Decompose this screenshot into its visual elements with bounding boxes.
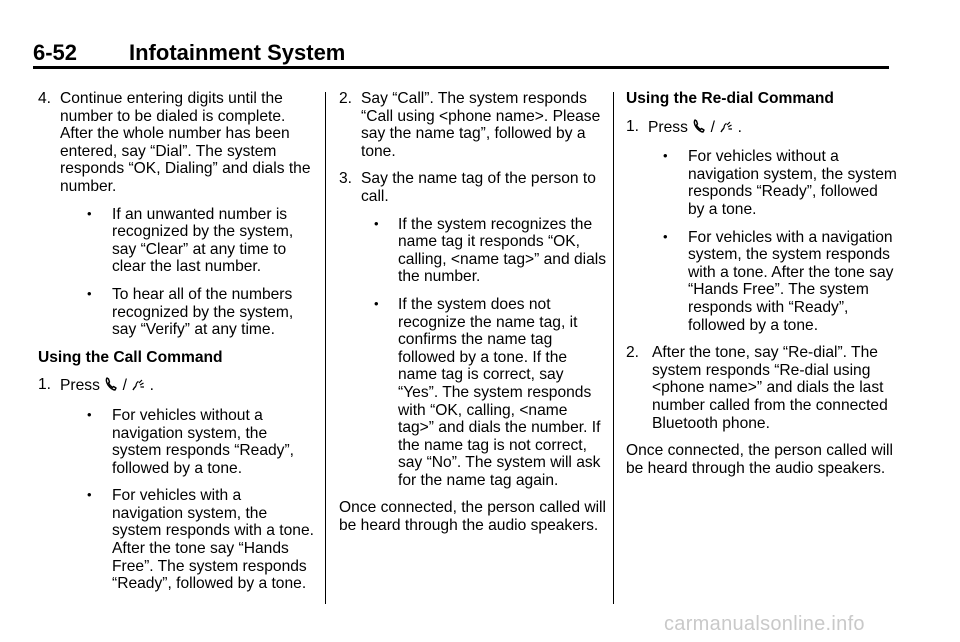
bullet-item (38, 286, 316, 339)
step-3 (339, 170, 607, 205)
bullet-glyph: • (87, 285, 92, 301)
step-2 (339, 90, 607, 160)
bullet-glyph: • (663, 228, 668, 244)
bullet-item (38, 487, 316, 593)
step-text: Say “Call”. The system responds “Call using <phone name>. Please say the name tag”, followed by a tone. (361, 90, 601, 160)
bullet-glyph: • (374, 215, 379, 231)
column-1 (38, 90, 316, 603)
press-label: Press (648, 118, 688, 136)
step-number: 3. (339, 170, 353, 188)
press-separator: / (710, 118, 715, 136)
bullet-text: For vehicles without a navigation system, the system responds “Ready”, followed by a tone. (688, 148, 897, 218)
step-4 (38, 90, 316, 196)
watermark: carmanualsonline.info (664, 613, 865, 635)
page-header (33, 36, 889, 69)
bullet-text: For vehicles with a navigation system, the system responds with a tone. After the tone say “Hands Free”. The system responds with “Ready”, followed by a tone. (688, 228, 894, 334)
bullet-text: For vehicles without a navigation system, the system responds “Ready”, followed by a tone. (112, 406, 294, 477)
phone-icon (692, 118, 706, 134)
press-end: . (149, 377, 154, 395)
press-end: . (737, 118, 742, 136)
bullet-text: For vehicles with a navigation system, the system responds with a tone. After the tone say “Hands Free”. The system responds “Ready”, followed by a tone. (112, 487, 314, 593)
column-2 (339, 90, 607, 545)
bullet-item (38, 407, 316, 477)
step-1-press (626, 118, 898, 137)
step-number: 2. (626, 344, 640, 362)
step-text: After the tone, say “Re-dial”. The system responds “Re-dial using <phone name>” and dials the last number called from the connected Bluetooth phone. (652, 344, 888, 432)
column-divider-1 (325, 92, 326, 604)
press-separator: / (122, 377, 127, 395)
voice-recognition-icon (719, 118, 733, 134)
bullet-item (339, 216, 607, 286)
bullet-glyph: • (87, 406, 92, 422)
step-number: 4. (38, 90, 52, 107)
step-number: 1. (626, 117, 640, 135)
page-number: 6-52 (33, 40, 78, 65)
step-number: 2. (339, 90, 353, 107)
bullet-glyph: • (87, 205, 92, 221)
step-text: Continue entering digits until the number to be dialed is complete. After the whole number has been entered, say “Dial”. The system responds “OK, Dialing” and dials the number. (60, 90, 311, 195)
voice-recognition-icon (131, 376, 145, 392)
step-2 (626, 344, 898, 432)
bullet-item (626, 229, 898, 335)
bullet-glyph: • (87, 487, 92, 503)
press-label: Press (60, 377, 100, 395)
bullet-text: To hear all of the numbers recognized by the system, say “Verify” at any time. (112, 285, 294, 339)
phone-icon (104, 376, 118, 392)
step-text: Say the name tag of the person to call. (361, 170, 596, 205)
section-heading: Using the Call Command (38, 348, 223, 366)
step-number: 1. (38, 376, 52, 394)
bullet-text: If the system recognizes the name tag it responds “OK, calling, <name tag>” and dials the number. (398, 215, 607, 286)
bullet-glyph: • (663, 148, 668, 164)
bullet-item (38, 206, 316, 276)
bullet-glyph: • (374, 295, 379, 311)
bullet-item (626, 148, 898, 218)
column-divider-2 (613, 92, 614, 604)
bullet-text: If an unwanted number is recognized by the system, say “Clear” at any time to clear the last number. (112, 205, 294, 276)
bullet-text: If the system does not recognize the name tag, it confirms the name tag followed by a tone. If the name tag is correct, say “Yes”. The system responds with “OK, calling, <name tag>” and dials the number. If the name tag is not correct, say “No”. The system will ask for the name tag again. (398, 295, 601, 489)
closing-paragraph: Once connected, the person called will be heard through the audio speakers. (339, 499, 606, 535)
closing-paragraph: Once connected, the person called will be heard through the audio speakers. (626, 442, 893, 477)
column-3 (626, 90, 898, 487)
section-title: Infotainment System (129, 40, 346, 65)
step-1-press (38, 376, 316, 395)
section-heading: Using the Re-dial Command (626, 90, 834, 107)
bullet-item (339, 296, 607, 490)
